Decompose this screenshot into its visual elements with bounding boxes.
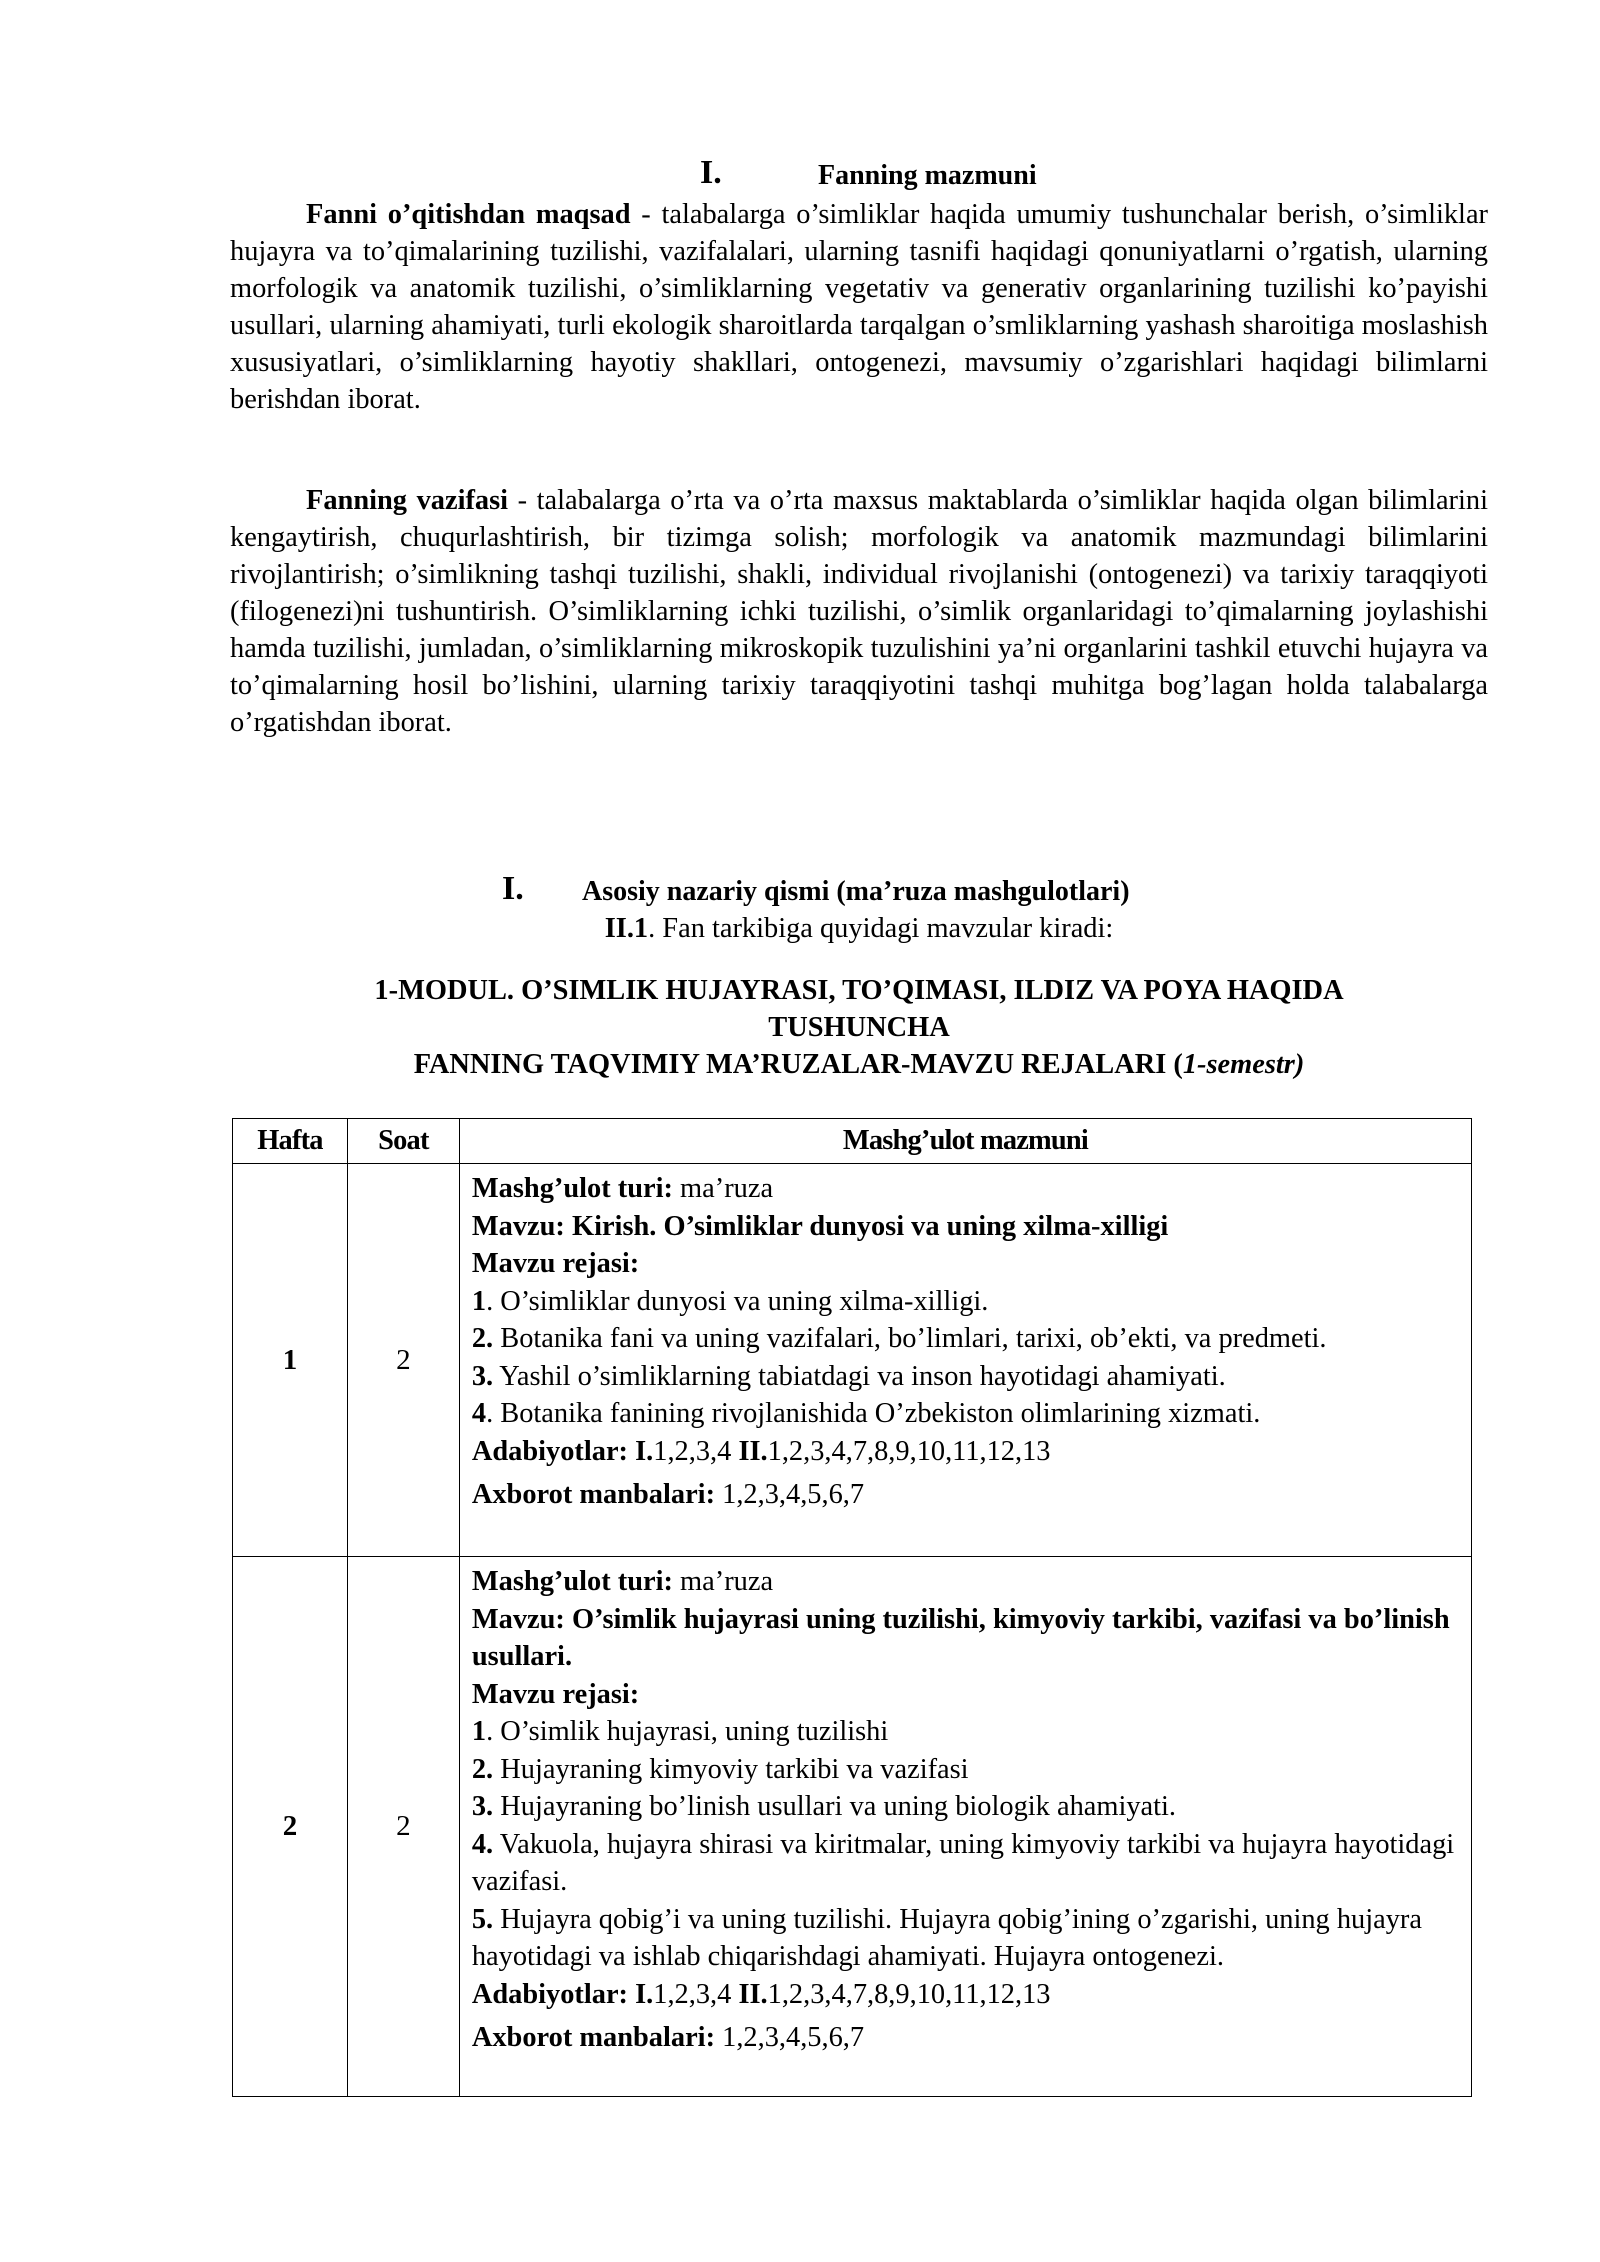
list-item: 3. Hujayraning bo’linish usullari va uning biologik ahamiyati. — [471, 1791, 1177, 1822]
list-item: 3. Yashil o’simliklarning tabiatdagi va inson hayotidagi ahamiyati. — [471, 1360, 1226, 1392]
aim-label: Fanni o’qitishdan maqsad — [306, 199, 631, 230]
hours-cell: 2 — [347, 1557, 459, 2097]
list-item: 1. O’simliklar dunyosi va uning xilma-xilligi. — [471, 1285, 989, 1317]
plan-semester: 1-semestr) — [1182, 1049, 1305, 1080]
table-row — [233, 1557, 1472, 2097]
literature-line: Adabiyotlar: I.1,2,3,4 II.1,2,3,4,7,8,9,10,11,12,13 — [471, 1435, 1051, 1467]
aim-paragraph — [230, 196, 1488, 418]
sources-line: Axborot manbalari: 1,2,3,4,5,6,7 — [471, 2022, 865, 2053]
table-header-row — [233, 1119, 1472, 1164]
list-item: 1. O’simlik hujayrasi, uning tuzilishi — [471, 1716, 889, 1747]
section-2-numeral: I. — [502, 870, 524, 907]
header-week: Hafta — [233, 1119, 348, 1164]
list-item: 2. Botanika fani va uning vazifalari, bo’limlari, tarixi, ob’ekti, va predmeti. — [471, 1323, 1327, 1354]
subsection-heading: II.1. Fan tarkibiga quyidagi mavzular kiradi: — [604, 913, 1114, 944]
table-row — [233, 1164, 1472, 1557]
list-item: 2. Hujayraning kimyoviy tarkibi va vazifasi — [471, 1753, 969, 1785]
content-cell: Mashg’ulot turi: ma’ruza Mavzu: Kirish. O’simliklar dunyosi va uning xilma-xilligi Mavzu rejasi: 1. O’simliklar dunyosi va uning xilma-xilligi. 2. Botanika fani va uning vazifalari, bo’limlari, tarixi, ob’ekti, va predmeti. 3. Yashil o’simliklarning tabiatdagi va inson hayotidagi ahamiyati. 4. Botanika fanining rivojlanishida O’zbekiston olimlarining xizmati. Adabiyotlar: I.1,2,3,4 II.1,2,3,4,7,8,9,10,11,12,13 Axborot manbalari: 1,2,3,4,5,6,7 — [459, 1164, 1471, 1557]
plan-title: FANNING TAQVIMIY MA’RUZALAR-MAVZU REJALARI (1-semestr) — [413, 1049, 1305, 1080]
list-item: 4. Vakuola, hujayra shirasi va kiritmalar, uning kimyoviy tarkibi va hujayra hayotidagi vazifasi. — [471, 1828, 1455, 1897]
list-item: 5. Hujayra qobig’i va uning tuzilishi. Hujayra qobig’ining o’zgarishi, uning hujayra hayotidagi va ishlab chiqarishdagi ahamiyati. Hujayra ontogenezi. — [471, 1903, 1422, 1972]
literature-line: Adabiyotlar: I.1,2,3,4 II.1,2,3,4,7,8,9,10,11,12,13 — [471, 1978, 1051, 2010]
list-item: 4. Botanika fanining rivojlanishida O’zbekiston olimlarining xizmati. — [471, 1398, 1261, 1429]
content-cell: Mashg’ulot turi: ma’ruza Mavzu: O’simlik hujayrasi uning tuzilishi, kimyoviy tarkibi, vazifasi va bo’linish usullari. Mavzu rejasi: 1. O’simlik hujayrasi, uning tuzilishi 2. Hujayraning kimyoviy tarkibi va vazifasi 3. Hujayraning bo’linish usullari va uning biologik ahamiyati. 4. Vakuola, hujayra shirasi va kiritmalar, uning kimyoviy tarkibi va hujayra hayotidagi vazifasi. 5. Hujayra qobig’i va uning tuzilishi. Hujayra qobig’ining o’zgarishi, uning hujayra hayotidagi va ishlab chiqarishdagi ahamiyati. Hujayra ontogenezi. Adabiyotlar: I.1,2,3,4 II.1,2,3,4,7,8,9,10,11,12,13 Axborot manbalari: 1,2,3,4,5,6,7 — [459, 1557, 1471, 2097]
task-paragraph — [230, 482, 1488, 741]
section-1-numeral: I. — [700, 154, 722, 191]
task-text: - talabalarga o’rta va o’rta maxsus maktablarda o’simliklar haqida olgan bilimlarini kengaytirish, chuqurlashtirish, bir tizimga solish; morfologik va anatomik mazmundagi bilimlarini rivojlantirish; o’simlikning tashqi tuzilishi, shakli, individual rivojlanishi (ontogenezi) va tarixiy taraqqiyoti (filogenezi)ni tushuntirish. O’simliklarning ichki tuzilishi, o’simlik organlaridagi to’qimalarning joylashishi hamda tuzilishi, jumladan, o’simliklarning mikroskopik tuzulishini ya’ni organlarini tashkil etuvchi hujayra va to’qimalarning hosil bo’lishini, ularning tarixiy taraqqiyotini tashqi muhitga bog’lagan holda talabalarga o’rgatishdan iborat. — [230, 485, 1488, 738]
task-label: Fanning vazifasi — [306, 485, 509, 516]
module-title-line-2: TUSHUNCHA — [768, 1012, 950, 1043]
section-2-title: Asosiy nazariy qismi (ma’ruza mashgulotlari) — [582, 876, 1130, 907]
lecture-plan-table — [232, 1118, 1472, 2097]
week-cell: 1 — [233, 1164, 348, 1557]
header-content: Mashg’ulot mazmuni — [459, 1119, 1471, 1164]
week-cell: 2 — [233, 1557, 348, 2097]
header-hours: Soat — [347, 1119, 459, 1164]
hours-cell: 2 — [347, 1164, 459, 1557]
sources-line: Axborot manbalari: 1,2,3,4,5,6,7 — [471, 1479, 865, 1510]
module-title-line-1: 1-MODUL. O’SIMLIK HUJAYRASI, TO’QIMASI, ILDIZ VA POYA HAQIDA — [374, 975, 1344, 1006]
section-1-title: Fanning mazmuni — [818, 160, 1037, 191]
aim-text: - talabalarga o’simliklar haqida umumiy tushunchalar berish, o’simliklar hujayra va to’qimalarining tuzilishi, vazifalalari, ularning tasnifi haqidagi qonuniyatlarni o’rgatish, ularning morfologik va anatomik tuzilishi, o’simliklarning vegetativ va generativ organlarining tuzilishi ko’payishi usullari, ularning ahamiyati, turli ekologik sharoitlarda tarqalgan o’smliklarning yashash sharoitiga moslashish xususiyatlari, o’simliklarning hayotiy shakllari, ontogenezi, mavsumiy o’zgarishlari haqidagi bilimlarni berishdan iborat. — [230, 199, 1488, 415]
